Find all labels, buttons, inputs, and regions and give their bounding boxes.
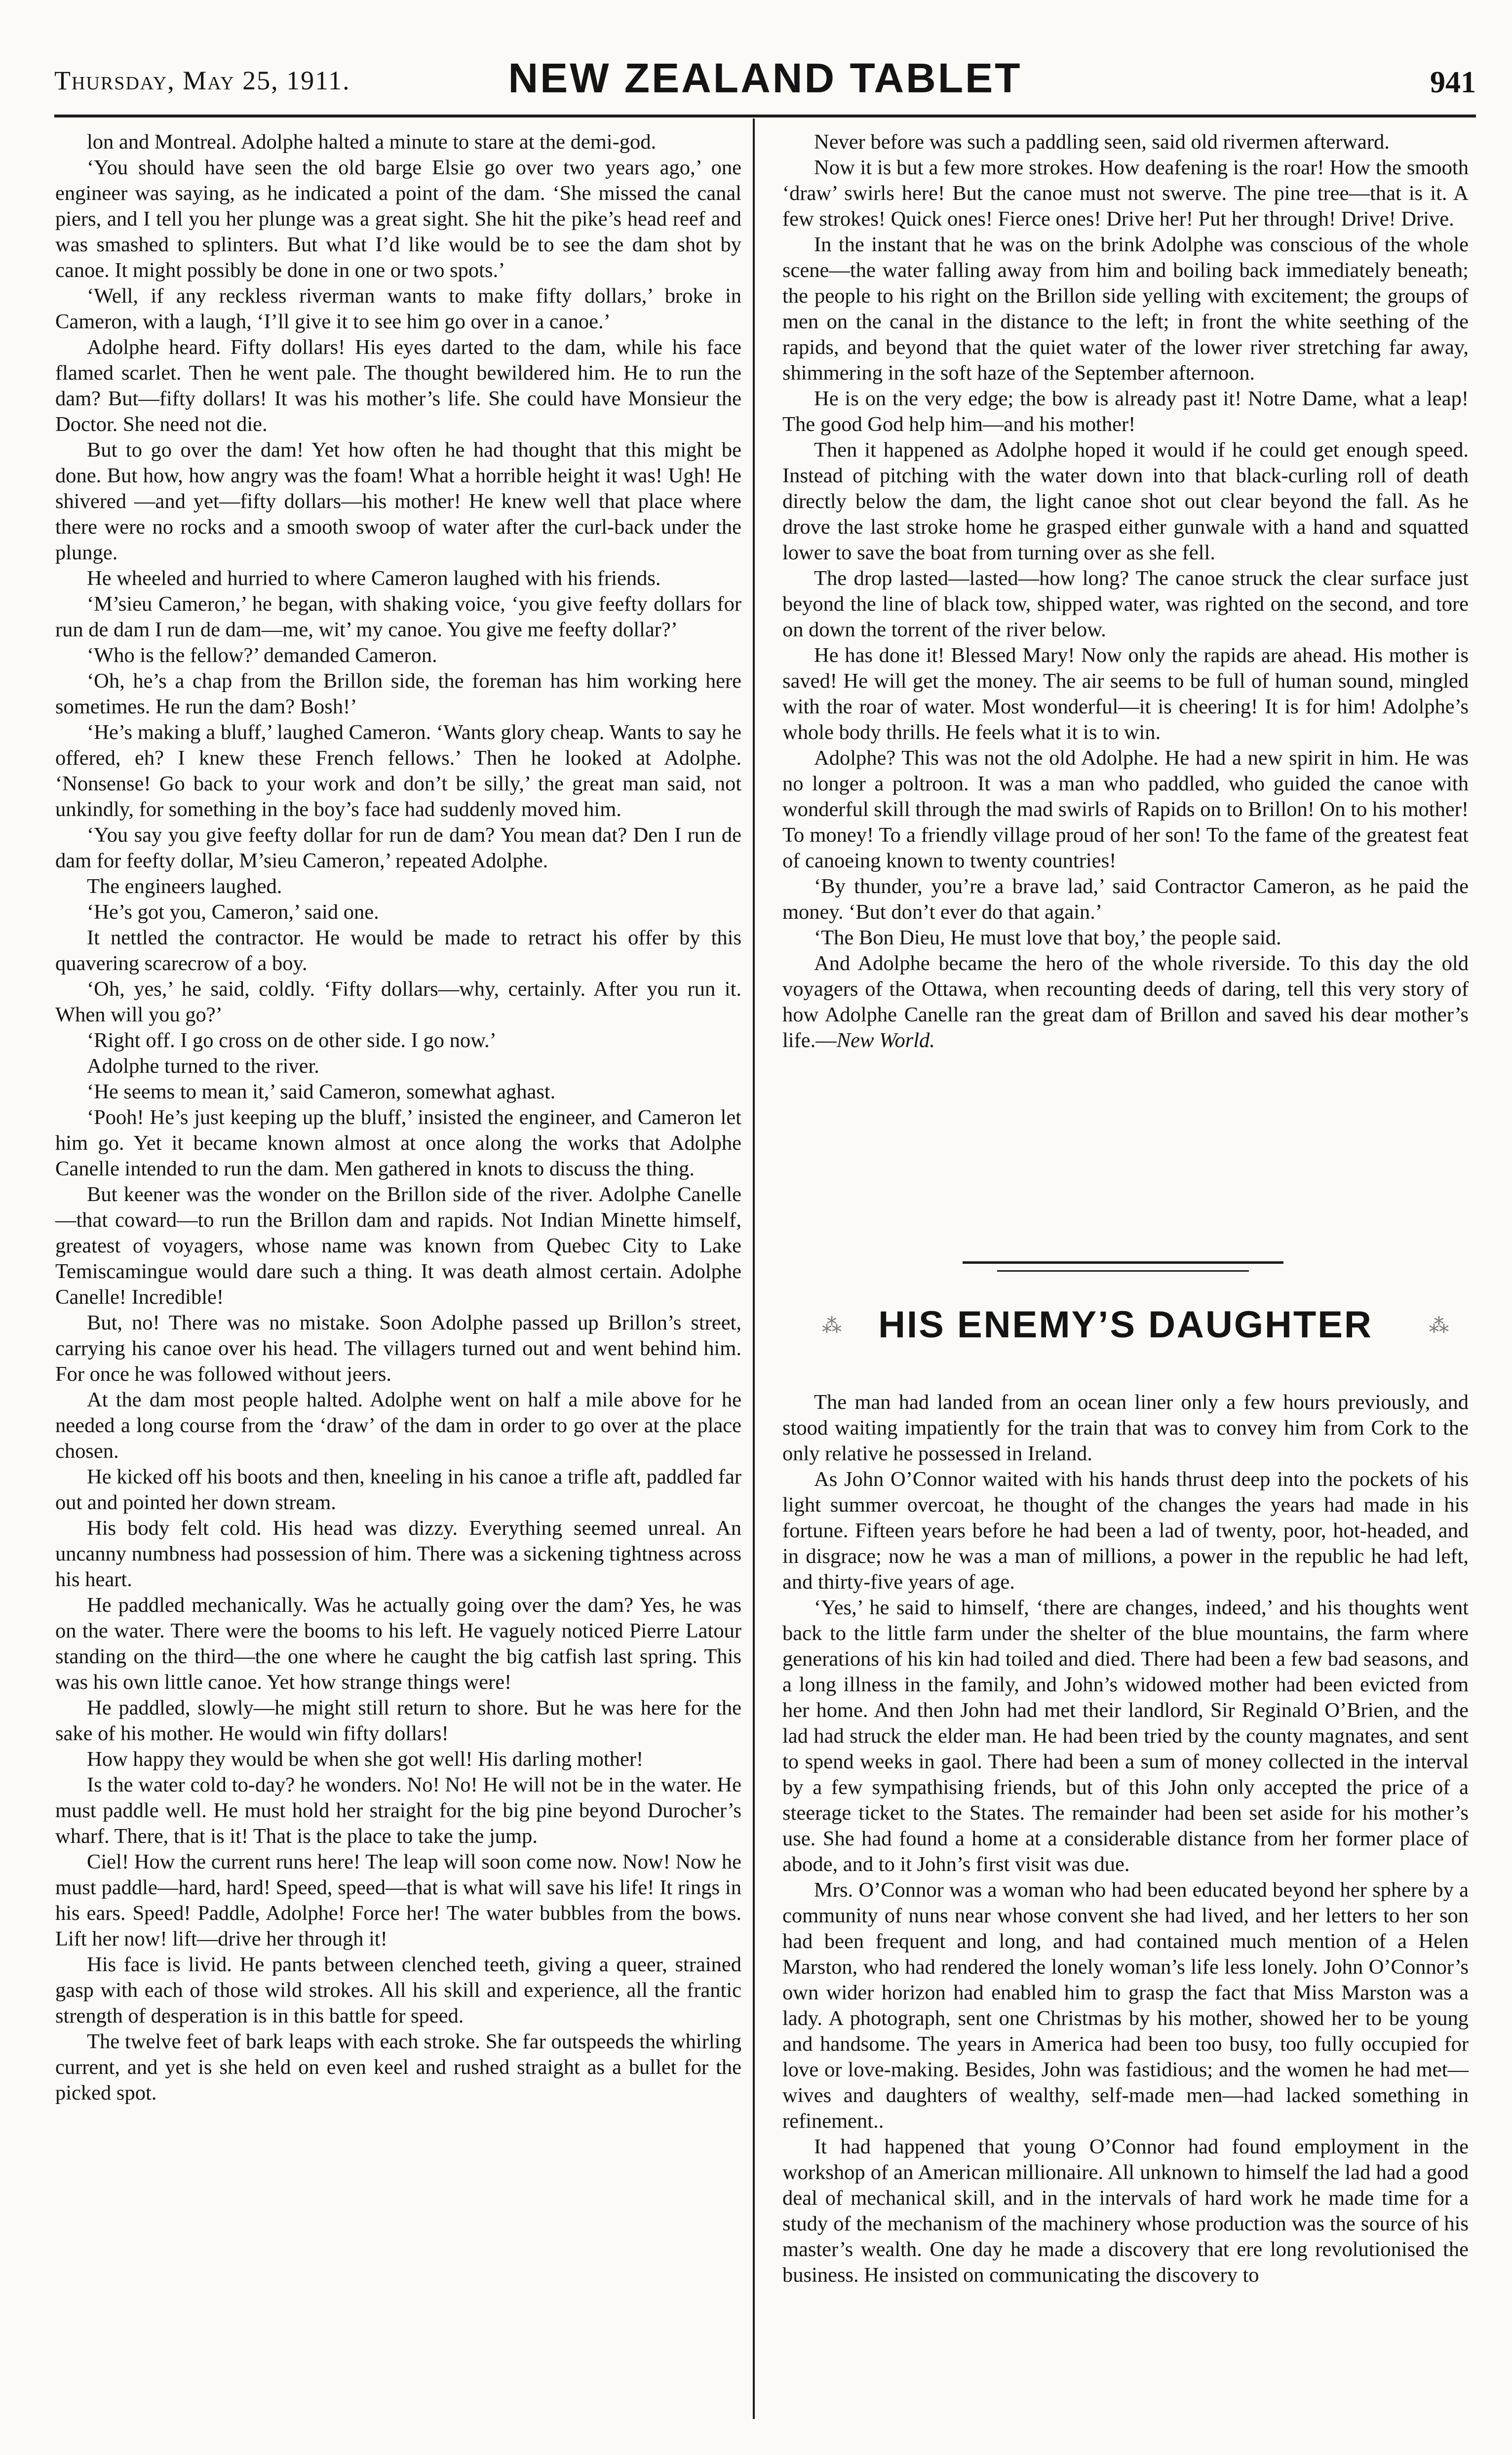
story-heading: HIS ENEMY’S DAUGHTER: [878, 1304, 1373, 1346]
paragraph: But to go over the dam! Yet how often he had thought that this might be done. But how, how angry was the foam! What a horrible height it was! Ugh! He shivered —and yet—fifty dollars—his mother! He knew well that place where there were no rocks and a smooth swoop of water after the curl-back under the plunge.: [55, 438, 741, 564]
paragraph: lon and Montreal. Adolphe halted a minute to stare at the demi-god.: [87, 130, 657, 154]
paragraph: The twelve feet of bark leaps with each stroke. She far outspeeds the whirling current, and yet is she held on even keel and rushed straight as a bullet for the picked spot.: [55, 2030, 741, 2104]
paragraph: He has done it! Blessed Mary! Now only the rapids are ahead. His mother is saved! He will get the money. The air seems to be full of human sound, mingled with the roar of water. Most wonderful—it is cheering! It is for him! Adolphe’s whole body thrills. He feels what it is to win.: [782, 644, 1469, 744]
paragraph: ‘M’sieu Cameron,’ he began, with shaking voice, ‘you give feefty dollars for run de dam I run de dam—me, wit’ my canoe. You give me feefty dollar?’: [55, 592, 741, 641]
paragraph: Adolphe heard. Fifty dollars! His eyes darted to the dam, while his face flamed scarlet. Then he went pale. The thought bewildered him. He to run the dam? But—fifty dollars! It was his mother’s life. She could have Monsieur the Doctor. She need not die.: [55, 336, 741, 436]
story-source: New World.: [836, 1029, 935, 1052]
paragraph: He paddled mechanically. Was he actually going over the dam? Yes, he was on the water. There were the booms to his left. He vaguely noticed Pierre Latour standing on the third—the one where he caught the big catfish last spring. This was his own little canoe. Yet how strange things were!: [55, 1594, 741, 1694]
paragraph: ‘Oh, he’s a chap from the Brillon side, the foreman has him working here sometimes. He run the dam? Bosh!’: [55, 669, 741, 718]
paragraph: ‘You should have seen the old barge Elsie go over two years ago,’ one engineer was saying, as he indicated a point of the dam. ‘She missed the canal piers, and I tell you her plunge was a great sight. She hit the pike’s head reef and was smashed to splinters. But what I’d like would be to see the dam shot by canoe. It might possibly be done in one or two spots.’: [55, 156, 741, 282]
paragraph: Adolphe turned to the river.: [87, 1054, 319, 1078]
paragraph: ‘Yes,’ he said to himself, ‘there are changes, indeed,’ and his thoughts went back to the little farm under the shelter of the blue mountains, the farm where generations of his kin had toiled and died. There had been a few bad seasons, and a long illness in the family, and John’s widowed mother had been evicted from her home. And then John had met their landlord, Sir Reginald O’Brien, and the lad had struck the elder man. He had been tried by the county magnates, and sent to spend weeks in gaol. There had been a sum of money collected in the interval by a few sympathising friends, but of this John only accepted the price of a steerage ticket to the States. The remainder had been set aside for his mother’s use. She had found a home at a considerable distance from her former place of abode, and to it John’s first visit was due.: [782, 1596, 1469, 1876]
paragraph: Ciel! How the current runs here! The leap will soon come now. Now! Now he must paddle—hard, hard! Speed, speed—that is what will save his life! It rings in his ears. Speed! Paddle, Adolphe! Force her! The water bubbles from the bows. Lift her now! lift—drive her through it!: [55, 1850, 741, 1950]
paragraph: ‘Right off. I go cross on de other side. I go now.’: [87, 1029, 497, 1052]
paragraph: ‘You say you give feefty dollar for run de dam? You mean dat? Den I run de dam for feefty dollar, M’sieu Cameron,’ repeated Adolphe.: [55, 823, 741, 872]
paragraph: He paddled, slowly—he might still return to shore. But he was here for the sake of his mother. He would win fifty dollars!: [55, 1696, 741, 1745]
paragraph: As John O’Connor waited with his hands thrust deep into the pockets of his light summer overcoat, he thought of the changes the years had made in his fortune. Fifteen years before he had been a lad of twenty, poor, hot-headed, and in disgrace; now he was a man of millions, a power in the republic he had left, and thirty-five years of age.: [782, 1468, 1469, 1594]
paragraph: ‘He seems to mean it,’ said Cameron, somewhat aghast.: [87, 1080, 556, 1103]
issue-date: Thursday, May 25, 1911.: [54, 66, 350, 95]
paragraph: Adolphe? This was not the old Adolphe. He had a new spirit in him. He was no longer a poltroon. It was a man who paddled, who guided the canoe with wonderful skill through the mad swirls of Rapids on to Brillon! On to his mother! To money! To a friendly village proud of her son! To the fame of the greatest feat of canoeing known to twenty countries!: [782, 746, 1469, 872]
masthead: [54, 54, 1476, 109]
paragraph: ‘The Bon Dieu, He must love that boy,’ the people said.: [814, 926, 1281, 949]
paragraph: ‘He’s got you, Cameron,’ said one.: [87, 900, 379, 924]
paragraph: The man had landed from an ocean liner only a few hours previously, and stood waiting impatiently for the train that was to convey him from Cork to the only relative he possessed in Ireland.: [782, 1391, 1469, 1465]
story-end-rule: [963, 1261, 1283, 1264]
right-column-story-end: [782, 129, 1469, 1053]
newspaper-title: NEW ZEALAND TABLET: [508, 55, 1022, 101]
paragraph: At the dam most people halted. Adolphe went on half a mile above for he needed a long course from the ‘draw’ of the dam in order to go over at the place chosen.: [55, 1388, 741, 1463]
paragraph: ‘He’s making a bluff,’ laughed Cameron. ‘Wants glory cheap. Wants to say he offered, eh? I knew these French fellows.’ Then he looked at Adolphe. ‘Nonsense! Go back to your work and don’t be silly,’ the great man said, not unkindly, for something in the boy’s face had suddenly moved him.: [55, 721, 741, 821]
paragraph: ‘Who is the fellow?’ demanded Cameron.: [87, 644, 437, 667]
paragraph: He is on the very edge; the bow is already past it! Notre Dame, what a leap! The good God help him—and his mother!: [782, 387, 1469, 436]
paragraph: ‘By thunder, you’re a brave lad,’ said Contractor Cameron, as he paid the money. ‘But don’t ever do that again.’: [782, 875, 1469, 924]
paragraph: In the instant that he was on the brink Adolphe was conscious of the whole scene—the water falling away from him and boiling back immediately beneath; the people to his right on the Brillon side yelling with excitement; the groups of men on the canal in the distance to the left; in front the white seething of the rapids, and beyond that the quiet water of the lower river stretching far away, shimmering in the soft haze of the September afternoon.: [782, 233, 1469, 385]
paragraph: Mrs. O’Connor was a woman who had been educated beyond her sphere by a community of nuns near whose convent she had lived, and her letters to her son had been frequent and long, and had contained much mention of a Helen Marston, who had rendered the lonely woman’s life less lonely. John O’Connor’s own wider horizon had enabled him to grasp the fact that Miss Marston was a lady. A photograph, sent one Christmas by his mother, showed her to be young and handsome. The years in America had been too busy, too fully occupied for love or love-making. Besides, John was fastidious; and the women he had met—wives and daughters of wealthy, self-made men—had lacked something in refinement..: [782, 1878, 1469, 2133]
paragraph: The engineers laughed.: [87, 875, 282, 898]
page-number: 941: [1430, 66, 1476, 99]
column-rule: [753, 118, 755, 2419]
paragraph: But keener was the wonder on the Brillon side of the river. Adolphe Canelle—that coward—to run the Brillon dam and rapids. Not Indian Minette himself, greatest of voyagers, whose name was known from Quebec City to Lake Temiscamingue would dare such a thing. It was death almost certain. Adolphe Canelle! Incredible!: [55, 1183, 741, 1309]
ornament-icon: ⁂: [822, 1315, 842, 1337]
paragraph: The drop lasted—lasted—how long? The canoe struck the clear surface just beyond the line of black tow, shipped water, was righted on the second, and tore on down the torrent of the river below.: [782, 567, 1469, 641]
paragraph: ‘Oh, yes,’ he said, coldly. ‘Fifty dollars—why, certainly. After you run it. When will you go?’: [55, 977, 741, 1026]
left-column: [55, 129, 741, 2106]
paragraph: ‘Pooh! He’s just keeping up the bluff,’ insisted the engineer, and Cameron let him go. Yet it became known almost at once along the works that Adolphe Canelle intended to run the dam. Men gathered in knots to discuss the thing.: [55, 1106, 741, 1180]
story-end-rule-short: [997, 1270, 1249, 1272]
paragraph: Never before was such a paddling seen, said old rivermen afterward.: [814, 130, 1390, 154]
story-heading-block: [782, 1303, 1469, 1358]
paragraph: How happy they would be when she got well! His darling mother!: [87, 1748, 644, 1771]
paragraph: Is the water cold to-day? he wonders. No! No! He will not be in the water. He must paddle well. He must hold her straight for the big pine beyond Durocher’s wharf. There, that is it! That is the place to take the jump.: [55, 1773, 741, 1848]
paragraph: Now it is but a few more strokes. How deafening is the roar! How the smooth ‘draw’ swirls here! But the canoe must not swerve. The pine tree—that is it. A few strokes! Quick ones! Fierce ones! Drive her! Put her through! Drive! Drive.: [782, 156, 1469, 231]
ornament-icon: ⁂: [1429, 1315, 1449, 1337]
paragraph: Then it happened as Adolphe hoped it would if he could get enough speed. Instead of pitching with the water down into that black-curling roll of death directly below the dam, the light canoe shot out clear beyond the fall. As he drove the last stroke home he grasped either gunwale with a hand and squatted lower to save the boat from turning over as she fell.: [782, 438, 1469, 564]
paragraph: And Adolphe became the hero of the whole riverside. To this day the old voyagers of the Ottawa, when recounting deeds of daring, tell this very story of how Adolphe Canelle ran the great dam of Brillon and saved his dear mother’s life.—New World.: [782, 952, 1469, 1052]
header-rule: [54, 115, 1476, 117]
paragraph: It had happened that young O’Connor had found employment in the workshop of an American millionaire. All unknown to himself the lad had a good deal of mechanical skill, and in the intervals of hard work he made time for a study of the mechanism of the machinery whose production was the source of his master’s wealth. One day he made a discovery that ere long revolutionised the business. He insisted on communicating the discovery to: [782, 2135, 1469, 2287]
paragraph: His body felt cold. His head was dizzy. Everything seemed unreal. An uncanny numbness had possession of him. There was a sickening tightness across his heart.: [55, 1517, 741, 1591]
paragraph: It nettled the contractor. He would be made to retract his offer by this quavering scarecrow of a boy.: [55, 926, 741, 975]
paragraph: He kicked off his boots and then, kneeling in his canoe a trifle aft, paddled far out and pointed her down stream.: [55, 1465, 741, 1514]
paragraph: But, no! There was no mistake. Soon Adolphe passed up Brillon’s street, carrying his canoe over his head. The villagers turned out and went behind him. For once he was followed without jeers.: [55, 1311, 741, 1386]
paragraph: He wheeled and hurried to where Cameron laughed with his friends.: [87, 567, 661, 590]
paragraph: ‘Well, if any reckless riverman wants to make fifty dollars,’ broke in Cameron, with a laugh, ‘I’ll give it to see him go over in a canoe.’: [55, 284, 741, 333]
second-story-body: [782, 1390, 1469, 2288]
paragraph: His face is livid. He pants between clenched teeth, giving a queer, strained gasp with each of those wild strokes. All his skill and experience, all the frantic strength of desperation is in this battle for speed.: [55, 1953, 741, 2027]
